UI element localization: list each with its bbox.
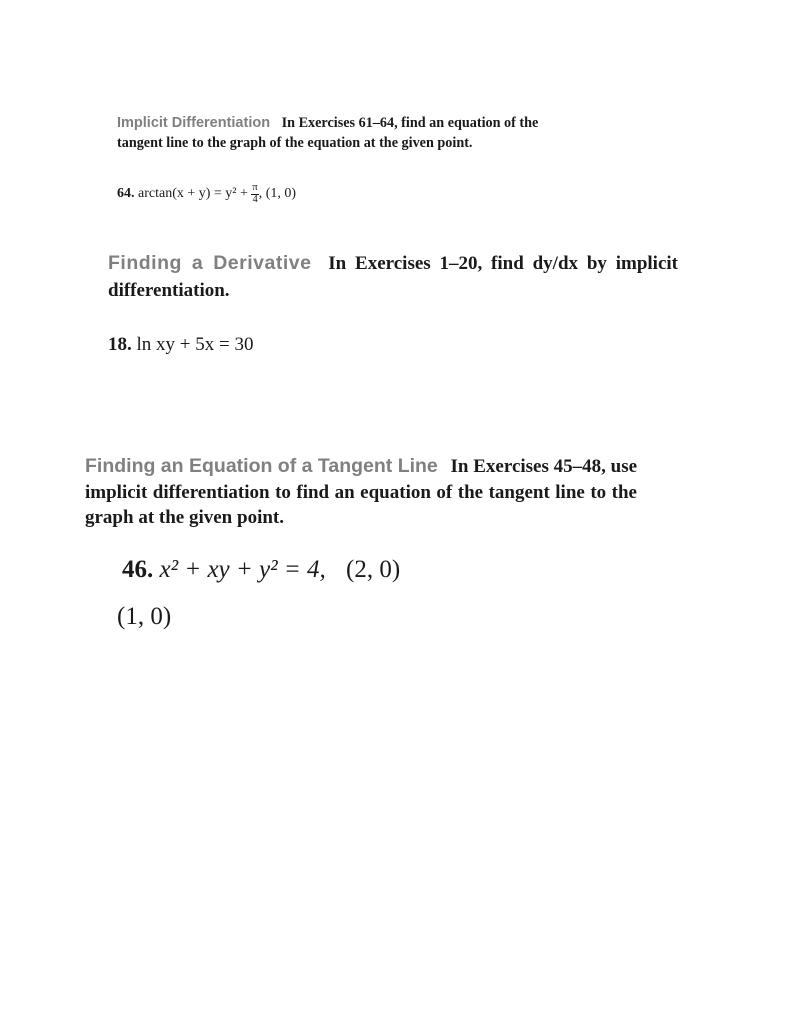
exercise-point: (2, 0) [346, 556, 401, 583]
exercise-number: 64. [117, 186, 135, 202]
fraction-denominator: 4 [252, 193, 258, 205]
section-tangent-line [85, 454, 637, 531]
section-heading: Finding an Equation of a Tangent Line [85, 455, 438, 477]
section-heading: Finding a Derivative [108, 252, 312, 274]
exercise-equation: arctan(x + y) = y² + [138, 186, 252, 202]
section-finding-derivative [108, 250, 678, 304]
exercise-18 [108, 334, 253, 356]
exercise-64 [117, 183, 296, 205]
exercise-46 [122, 556, 400, 584]
section-instruction: In Exercises 45–48, use implicit differentiation to find an equation of the tangent line to the graph at the given point. [85, 456, 638, 528]
section-implicit-differentiation [117, 113, 572, 153]
exercise-number: 18. [108, 334, 132, 355]
exercise-equation: x² + xy + y² = 4, [159, 556, 326, 583]
exercise-number: 46. [122, 556, 154, 583]
section-instruction: In Exercises 1–20, find dy/dx by implicit differentiation. [108, 253, 678, 301]
fraction-numerator: π [252, 182, 258, 193]
extra-point: (1, 0) [117, 603, 172, 630]
exercise-equation: ln xy + 5x = 30 [136, 334, 254, 355]
section-heading: Implicit Differentiation [117, 115, 271, 131]
fraction [251, 183, 258, 205]
section-instruction: In Exercises 61–64, find an equation of the tangent line to the graph of the equation at the given point. [117, 115, 539, 151]
exercise-point: , (1, 0) [258, 186, 297, 202]
